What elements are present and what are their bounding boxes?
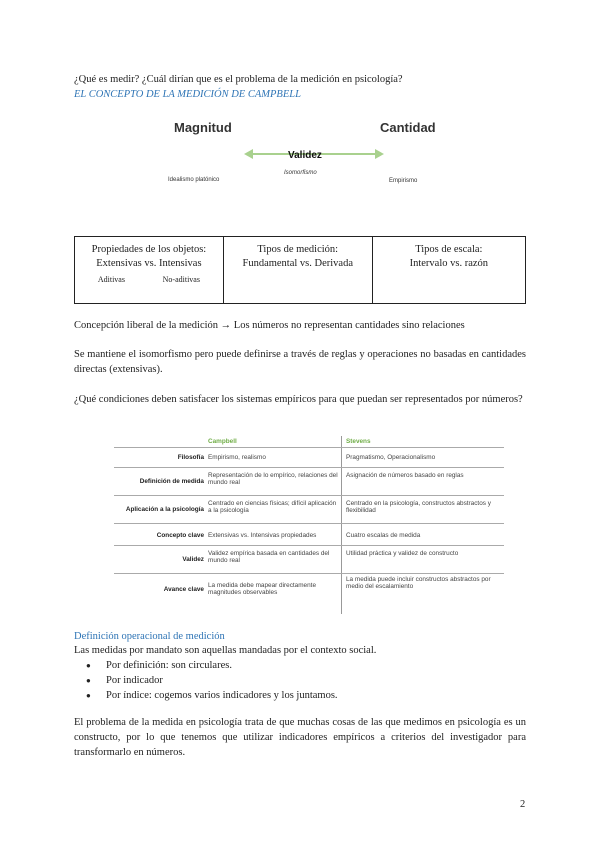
- stevens-cell: Asignación de números basado en reglas: [346, 472, 464, 479]
- measure-types-list: [74, 658, 526, 703]
- idealismo-label: Idealismo platónico: [168, 177, 220, 183]
- empirical-systems-question: ¿Qué condiciones deben satisfacer los sistemas empíricos para que puedan ser representados por números?: [74, 394, 523, 405]
- properties-cell: [75, 237, 224, 304]
- campbell-stevens-comparison: [114, 436, 506, 614]
- row-label: Concepto clave: [156, 532, 204, 539]
- properties-line: Extensivas vs. Intensivas: [96, 258, 202, 269]
- measurement-types-line: Fundamental vs. Derivada: [242, 258, 353, 269]
- stevens-cell: La medida puede incluir constructos abstractos por medio del escalamiento: [346, 576, 491, 590]
- stevens-header: Stevens: [346, 438, 371, 445]
- validez-label: Validez: [288, 150, 322, 161]
- magnitud-label: Magnitud: [174, 120, 232, 135]
- empirismo-label: Empirismo: [389, 178, 418, 184]
- table-row: [114, 467, 504, 496]
- cantidad-label: Cantidad: [380, 120, 436, 135]
- table-row: [114, 447, 504, 468]
- campbell-cell: Empirismo, realismo: [208, 454, 266, 461]
- aditivas-label: Aditivas: [97, 275, 125, 284]
- table-row: [114, 495, 504, 524]
- stevens-cell: Cuatro escalas de medida: [346, 532, 421, 539]
- row-label: Avance clave: [163, 586, 204, 593]
- measurement-types-cell: [223, 237, 372, 304]
- row-label: Validez: [182, 556, 204, 563]
- no-aditivas-label: No-aditivas: [162, 275, 200, 284]
- page-number: 2: [520, 799, 526, 810]
- liberal-conception-text: Concepción liberal de la medición → Los números no representan cantidades sino relaciones: [74, 320, 465, 331]
- campbell-cell: Validez empírica basada en cantidades del mundo real: [208, 550, 330, 564]
- stevens-cell: Pragmatismo, Operacionalismo: [346, 454, 436, 461]
- scale-types-title: Tipos de escala:: [415, 244, 483, 255]
- stevens-cell: Centrado en la psicología, constructos abstractos y flexibilidad: [346, 500, 491, 514]
- measurement-types-title: Tipos de medición:: [257, 244, 339, 255]
- row-label: Filosofía: [177, 454, 204, 461]
- table-row: [114, 573, 504, 610]
- row-label: Aplicación a la psicología: [125, 506, 204, 513]
- isomorfismo-label: Isomorfismo: [284, 170, 317, 176]
- row-label: Definición de medida: [139, 478, 204, 485]
- list-item: ● Por índice: cogemos varios indicadores y los juntamos.: [74, 688, 526, 703]
- mandate-measures-text: Las medidas por mandato son aquellas mandadas por el contexto social.: [74, 645, 377, 656]
- table-row: [114, 545, 504, 574]
- scale-types-line: Intervalo vs. razón: [409, 258, 489, 269]
- isomorphism-text: Se mantiene el isomorfismo pero puede definirse a través de reglas y operaciones no basadas en cantidades directas (extensivas).: [74, 349, 526, 375]
- section-title-campbell: EL CONCEPTO DE LA MEDICIÓN DE CAMPBELL: [74, 89, 301, 100]
- campbell-cell: Representación de lo empírico, relaciones del mundo real: [208, 472, 338, 486]
- campbell-header: Campbell: [208, 438, 237, 445]
- campbell-cell: Extensivas vs. Intensivas propiedades: [208, 532, 317, 539]
- table-row: [114, 523, 504, 546]
- measurement-properties-table: [74, 236, 526, 304]
- properties-title: Propiedades de los objetos:: [91, 244, 207, 255]
- campbell-cell: Centrado en ciencias físicas; difícil aplicación a la psicología: [208, 500, 337, 514]
- stevens-cell: Utilidad práctica y validez de constructo: [346, 550, 459, 557]
- campbell-cell: La medida debe mapear directamente magnitudes observables: [208, 582, 316, 596]
- operational-definition-heading: Definición operacional de medición: [74, 631, 225, 642]
- question-what-is-measuring: ¿Qué es medir? ¿Cuál dirían que es el problema de la medición en psicología?: [74, 74, 403, 85]
- construct-problem-text: El problema de la medida en psicología trata de que muchas cosas de las que medimos en psicología es un constructo, por lo que tenemos que utilizar indicadores empíricos a criterios del investigador para transformarlo en números.: [74, 717, 526, 758]
- list-item: ● Por indicador: [74, 673, 526, 688]
- magnitude-quantity-diagram: [74, 112, 534, 192]
- scale-types-cell: [372, 237, 525, 304]
- list-item: ● Por definición: son circulares.: [74, 658, 526, 673]
